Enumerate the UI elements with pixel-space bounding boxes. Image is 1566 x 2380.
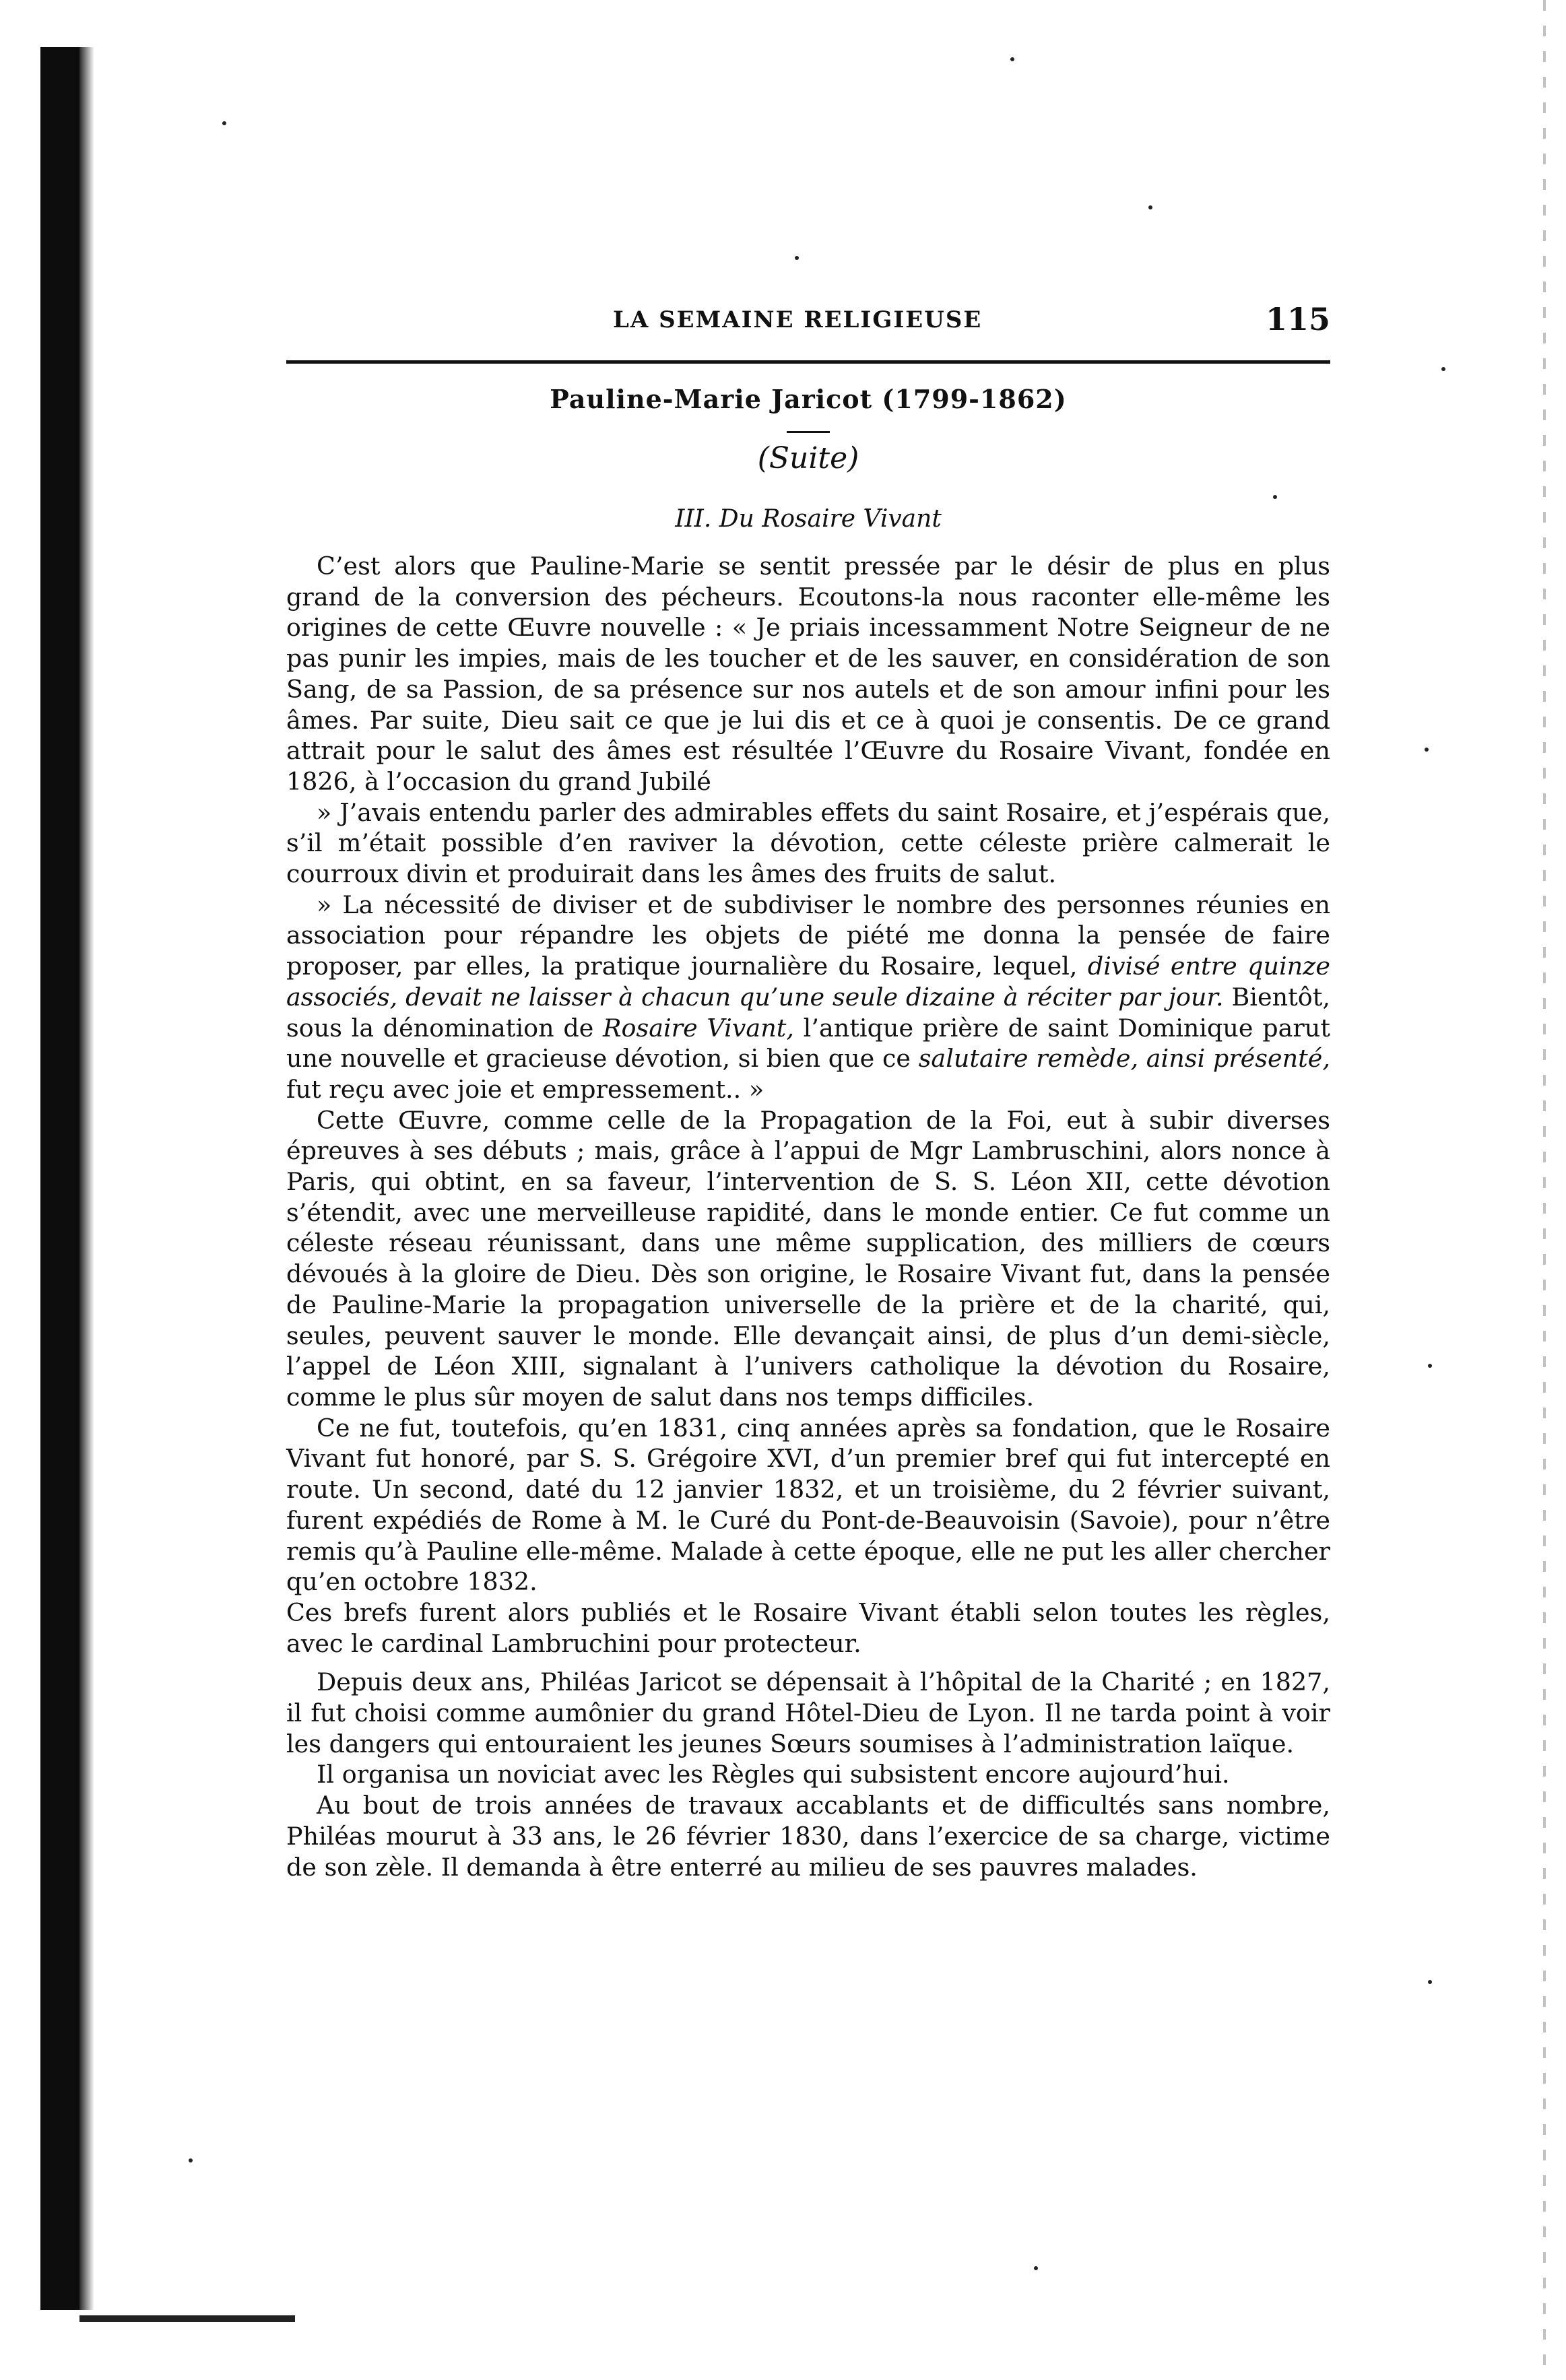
paragraph: » J’avais entendu parler des admirables effets du saint Rosaire, et j’espérais que, s’il m’était possible d’en raviver la dévotion, cette céleste prière calmerait le courroux divin et produirait dans les âmes des fruits de salut. xyxy=(286,797,1330,889)
article-subtitle: (Suite) xyxy=(757,441,859,475)
page-number: 115 xyxy=(1265,301,1330,337)
scan-speck xyxy=(1273,495,1277,499)
paragraph xyxy=(286,890,1330,1105)
running-title: LA SEMAINE RELIGIEUSE xyxy=(613,306,983,333)
right-page-edge xyxy=(1543,0,1546,2380)
scan-speck xyxy=(1428,1364,1432,1368)
paragraph: Ces brefs furent alors publiés et le Rosaire Vivant établi selon toutes les règles, avec le cardinal Lambruchini pour protecteur. xyxy=(286,1597,1330,1658)
scan-speck xyxy=(1010,57,1014,61)
paragraph: Cette Œuvre, comme celle de la Propagation de la Foi, eut à subir diverses épreuves à ses débuts ; mais, grâce à l’appui de Mgr Lambruschini, alors nonce à Paris, qui obtint, en sa faveur, l’intervention de S. S. Léon XII, cette dévotion s’étendit, avec une merveilleuse rapidité, dans le monde entier. Ce fut comme un céleste réseau réunissant, dans une même supplication, des milliers de cœurs dévoués à la gloire de Dieu. Dès son origine, le Rosaire Vivant fut, dans la pensée de Pauline-Marie la propagation universelle de la prière et de la charité, qui, seules, peuvent sauver le monde. Elle devançait ainsi, de plus d’un demi-siècle, l’appel de Léon XIII, signalant à l’univers catholique la dévotion du Rosaire, comme le plus sûr moyen de salut dans nos temps difficiles. xyxy=(286,1105,1330,1412)
scan-speck xyxy=(222,121,226,125)
paragraph-text: Bientôt, sous la dénomination de xyxy=(286,982,1330,1043)
paragraph: Depuis deux ans, Philéas Jaricot se dépensait à l’hôpital de la Charité ; en 1827, il fut choisi comme aumônier du grand Hôtel-Dieu de Lyon. Il ne tarda point à voir les dangers qui entouraient les jeunes Sœurs soumises à l’administration laïque. xyxy=(286,1667,1330,1758)
paragraph: Ce ne fut, toutefois, qu’en 1831, cinq années après sa fondation, que le Rosaire Vivant fut honoré, par S. S. Grégoire XVI, d’un premier bref qui fut intercepté en route. Un second, daté du 12 janvier 1832, et un troisième, du 2 février suivant, furent expédiés de Rome à M. le Curé du Pont-de-Beauvoisin (Savoie), pour n’être remis qu’à Pauline elle-même. Malade à cette époque, elle ne put les aller chercher qu’en octobre 1832. xyxy=(286,1413,1330,1597)
paragraph-text: » La nécessité de diviser et de subdiviser le nombre des personnes réunies en association pour répandre les objets de piété me donna la pensée de faire proposer, par elles, la pratique journalière du Rosaire, lequel, xyxy=(286,890,1330,981)
italic-text: Rosaire Vivant, xyxy=(603,1013,794,1043)
paragraph: Il organisa un noviciat avec les Règles qui subsistent encore aujourd’hui. xyxy=(317,1760,1230,1789)
section-title: III. Du Rosaire Vivant xyxy=(675,505,942,533)
scan-speck xyxy=(795,256,799,260)
scan-speck xyxy=(1425,748,1429,752)
header-rule xyxy=(286,360,1330,364)
paragraph: Au bout de trois années de travaux accablants et de difficultés sans nombre, Philéas mourut à 33 ans, le 26 février 1830, dans l’exercice de sa charge, victime de son zèle. Il demanda à être enterré au milieu de ses pauvres malades. xyxy=(286,1791,1330,1882)
italic-text: divisé entre quinze associés, devait ne laisser à chacun qu’une seule dizaine à réciter par jour. xyxy=(286,952,1331,1012)
article-title: Pauline-Marie Jaricot (1799-1862) xyxy=(550,384,1067,414)
scan-speck xyxy=(1034,2266,1038,2270)
paragraph: C’est alors que Pauline-Marie se sentit pressée par le désir de plus en plus grand de la conversion des pécheurs. Ecoutons-la nous raconter elle-même les origines de cette Œuvre nouvelle : « Je priais incessamment Notre Seigneur de ne pas punir les impies, mais de les toucher et de les sauver, en considération de son Sang, de sa Passion, de sa présence sur nos autels et de son amour infini pour les âmes. Par suite, Dieu sait ce que je lui dis et ce à quoi je consentis. De ce grand attrait pour le salut des âmes est résultée l’Œuvre du Rosaire Vivant, fondée en 1826, à l’occasion du grand Jubilé xyxy=(286,552,1330,796)
title-divider xyxy=(787,431,830,433)
paragraph-text: l’antique prière de saint Dominique parut une nouvelle et gracieuse dévotion, si bien que ce xyxy=(286,1013,1330,1073)
italic-text: salutaire remède, ainsi présenté, xyxy=(918,1044,1330,1073)
scan-speck xyxy=(1441,367,1445,371)
scan-speck xyxy=(189,2158,193,2162)
binding-foot xyxy=(79,2315,295,2322)
article-body xyxy=(286,551,1330,1882)
scan-speck xyxy=(1428,1980,1432,1984)
binding-shadow xyxy=(79,47,94,2310)
page-header xyxy=(286,301,1330,347)
scan-speck xyxy=(1148,205,1152,209)
binding-edge xyxy=(40,47,79,2310)
paragraph-text: fut reçu avec joie et empressement.. » xyxy=(286,1074,764,1104)
